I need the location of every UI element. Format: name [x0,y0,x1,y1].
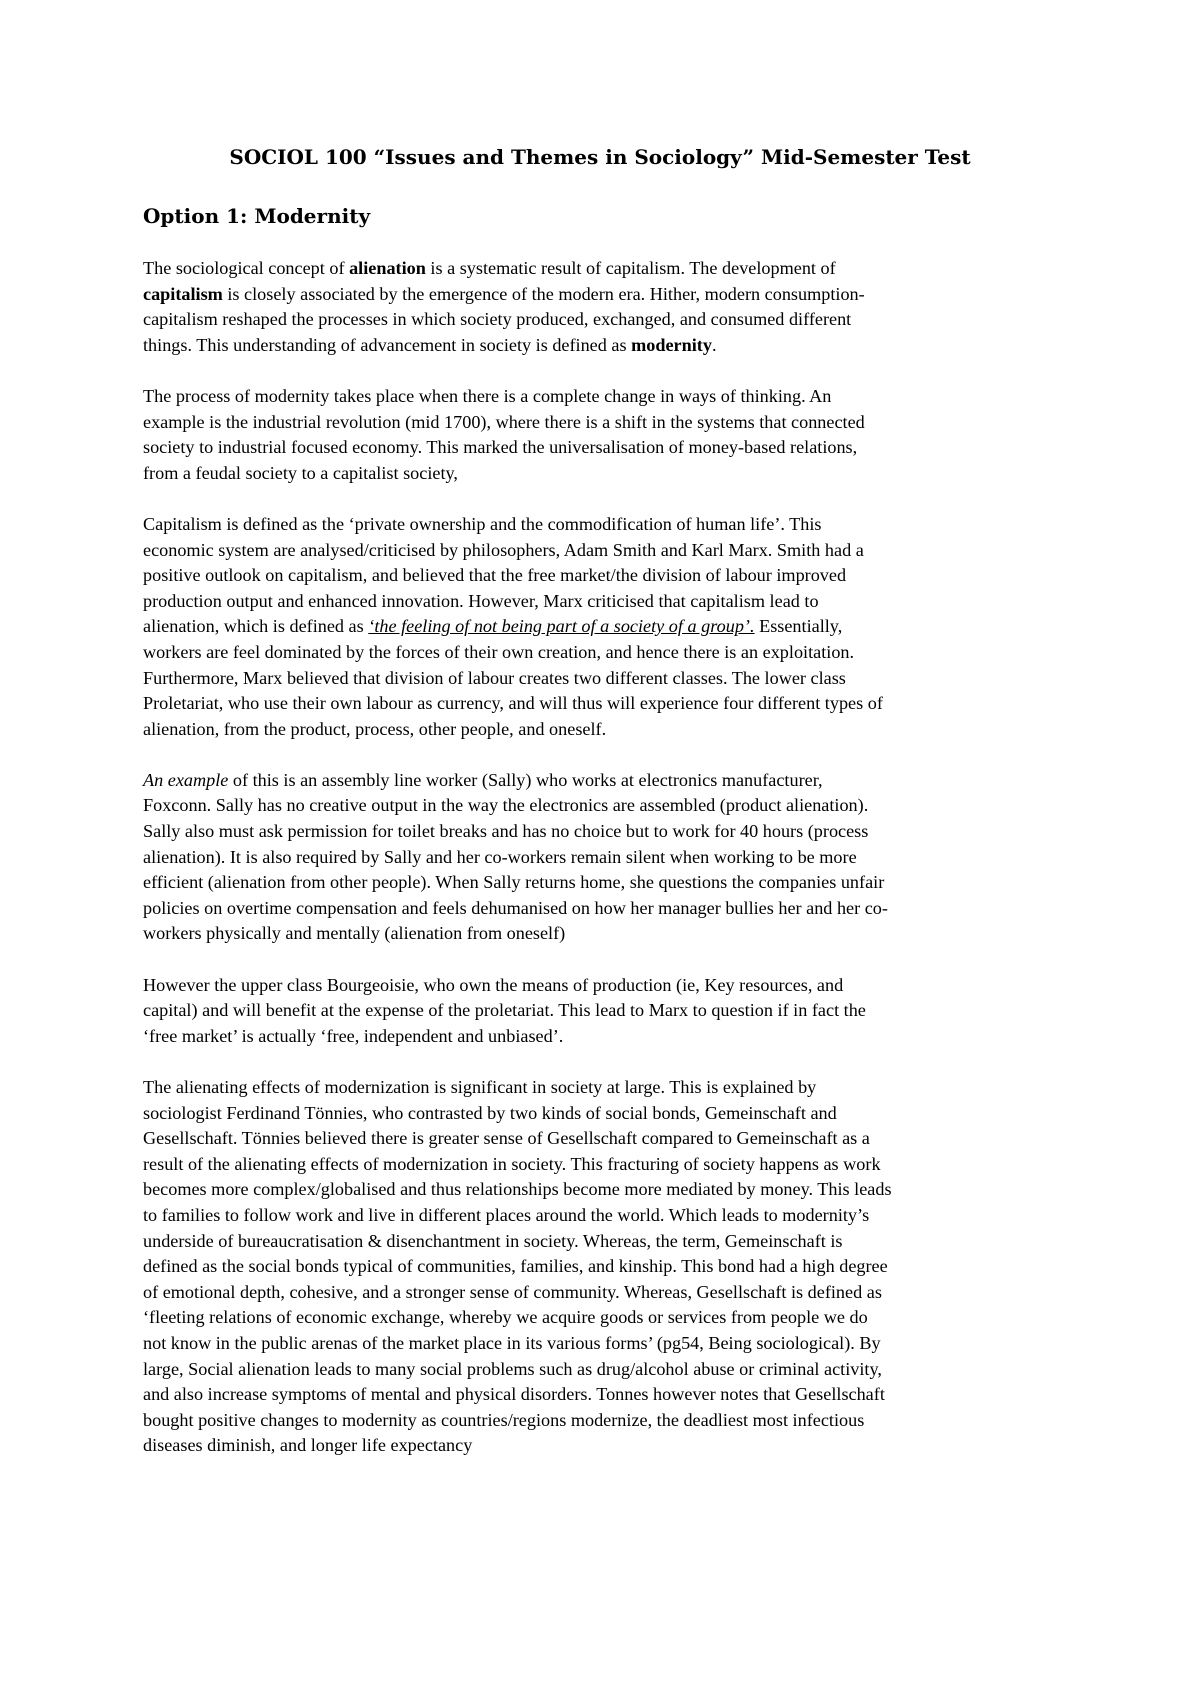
text-line [143,1101,1053,1127]
text-run: to families to follow work and live in different places around the world. Which leads to modernity’s [143,1204,870,1225]
text-run: not know in the public arenas of the market place in its various forms’ (pg54, Being sociological). By [143,1332,881,1353]
text-run: of this is an assembly line worker (Sally) who works at electronics manufacturer, [228,769,823,790]
text-line [143,282,1053,308]
text-run: efficient (alienation from other people). When Sally returns home, she questions the companies unfair [143,872,885,893]
text-run: policies on overtime compensation and feels dehumanised on how her manager bullies her and her co- [143,897,888,918]
text-line [143,768,1053,794]
text-run: Capitalism is defined as the ‘private ownership and the commodification of human life’. This [143,513,822,534]
text-run: diseases diminish, and longer life expectancy [143,1435,473,1456]
text-run: and also increase symptoms of mental and physical disorders. Tonnes however notes that Gesellschaft [143,1384,885,1405]
text-line [143,845,1053,871]
text-line [143,1433,1053,1459]
text-run: alienation). It is also required by Sally and her co-workers remain silent when working to be more [143,846,857,867]
text-run: The process of modernity takes place when there is a complete change in ways of thinking. An [143,385,832,406]
text-line [143,1229,1053,1255]
text-run: is closely associated by the emergence of the modern era. Hither, modern consumption- [222,283,865,304]
text-line [143,1203,1053,1229]
text-run: Essentially, [754,616,843,637]
text-line [143,819,1053,845]
italic-phrase: An example [143,769,229,790]
text-line [143,717,1053,743]
paragraph [143,1075,1053,1459]
text-run: alienation, which is defined as [143,616,369,637]
text-run: society to industrial focused economy. This marked the universalisation of money-based relations, [143,437,858,458]
text-line [143,333,1053,359]
text-run: Furthermore, Marx believed that division of labour creates two different classes. The lower class [143,667,846,688]
text-run: example is the industrial revolution (mid 1700), where there is a shift in the systems that connected [143,411,865,432]
paragraph [143,256,1053,358]
text-line [143,1331,1053,1357]
text-run: However the upper class Bourgeoisie, who own the means of production (ie, Key resources, and [143,974,844,995]
text-line [143,512,1053,538]
text-line [143,1024,1053,1050]
text-line [143,1177,1053,1203]
text-run: ‘free market’ is actually ‘free, independent and unbiased’. [143,1025,564,1046]
text-run: alienation, from the product, process, other people, and oneself. [143,718,607,739]
text-line [143,1280,1053,1306]
text-line [143,435,1053,461]
text-line [143,256,1053,282]
text-line [143,691,1053,717]
text-line [143,793,1053,819]
text-line [143,870,1053,896]
text-run: bought positive changes to modernity as countries/regions modernize, the deadliest most infectious [143,1409,865,1430]
text-run: . [711,334,717,355]
text-run: result of the alienating effects of modernization in society. This fracturing of society happens as work [143,1153,881,1174]
text-run: Sally also must ask permission for toilet breaks and has no choice but to work for 40 hours (process [143,821,869,842]
bold-term: modernity [631,334,712,355]
text-line [143,1152,1053,1178]
text-run: things. This understanding of advancement in society is defined as [143,334,632,355]
text-run: workers are feel dominated by the forces of their own creation, and hence there is an exploitation. [143,641,855,662]
paragraph [143,512,1053,742]
document-body [143,256,1053,1485]
text-run: capital) and will benefit at the expense of the proletariat. This lead to Marx to question if in fact the [143,1000,866,1021]
text-run: ‘fleeting relations of economic exchange, whereby we acquire goods or services from people we do [143,1307,868,1328]
text-line [143,896,1053,922]
text-line [143,1254,1053,1280]
text-line [143,1305,1053,1331]
text-line [143,1075,1053,1101]
text-run: underside of bureaucratisation & disenchantment in society. Whereas, the term, Gemeinschaft is [143,1230,843,1251]
text-line [143,563,1053,589]
text-run: becomes more complex/globalised and thus relationships become more mediated by money. This leads [143,1179,892,1200]
text-run: Proletariat, who use their own labour as currency, and will thus will experience four different types of [143,693,883,714]
text-line [143,1126,1053,1152]
text-run: workers physically and mentally (alienation from oneself) [143,923,566,944]
text-line [143,1382,1053,1408]
paragraph [143,768,1053,947]
underlined-quote: ‘the feeling of not being part of a society of a group’. [368,616,755,637]
text-run: sociologist Ferdinand Tönnies, who contrasted by two kinds of social bonds, Gemeinschaft and [143,1102,837,1123]
text-run: Gesellschaft. Tönnies believed there is greater sense of Gesellschaft compared to Gemeinschaft as a [143,1128,870,1149]
text-run: is a systematic result of capitalism. The development of [425,258,836,278]
text-run: Foxconn. Sally has no creative output in the way the electronics are assembled (product alienation). [143,795,869,816]
text-run: from a feudal society to a capitalist society, [143,462,458,483]
text-line [143,998,1053,1024]
text-line [143,1357,1053,1383]
option-heading: Option 1: Modernity [143,204,371,228]
text-line [143,307,1053,333]
text-run: positive outlook on capitalism, and believed that the free market/the division of labour improved [143,565,847,586]
text-line [143,538,1053,564]
text-run: defined as the social bonds typical of communities, families, and kinship. This bond had a high degree [143,1256,888,1277]
bold-term: alienation [349,258,426,278]
text-line [143,384,1053,410]
text-line [143,1408,1053,1434]
text-line [143,640,1053,666]
text-run: production output and enhanced innovation. However, Marx criticised that capitalism lead to [143,590,819,611]
paragraph [143,384,1053,486]
text-line [143,921,1053,947]
text-run: The alienating effects of modernization is significant in society at large. This is explained by [143,1077,817,1097]
paragraph [143,973,1053,1050]
text-run: The sociological concept of [143,258,350,278]
text-run: large, Social alienation leads to many social problems such as drug/alcohol abuse or criminal activity, [143,1358,882,1379]
text-run: of emotional depth, cohesive, and a stronger sense of community. Whereas, Gesellschaft is defined as [143,1281,882,1302]
text-line [143,973,1053,999]
text-run: capitalism reshaped the processes in which society produced, exchanged, and consumed different [143,309,852,330]
text-line [143,666,1053,692]
document-title: SOCIOL 100 “Issues and Themes in Sociology” Mid-Semester Test [229,145,971,169]
bold-term: capitalism [143,283,223,304]
text-line [143,589,1053,615]
text-run: economic system are analysed/criticised by philosophers, Adam Smith and Karl Marx. Smith had a [143,539,864,560]
text-line [143,461,1053,487]
text-line [143,614,1053,640]
text-line [143,410,1053,436]
